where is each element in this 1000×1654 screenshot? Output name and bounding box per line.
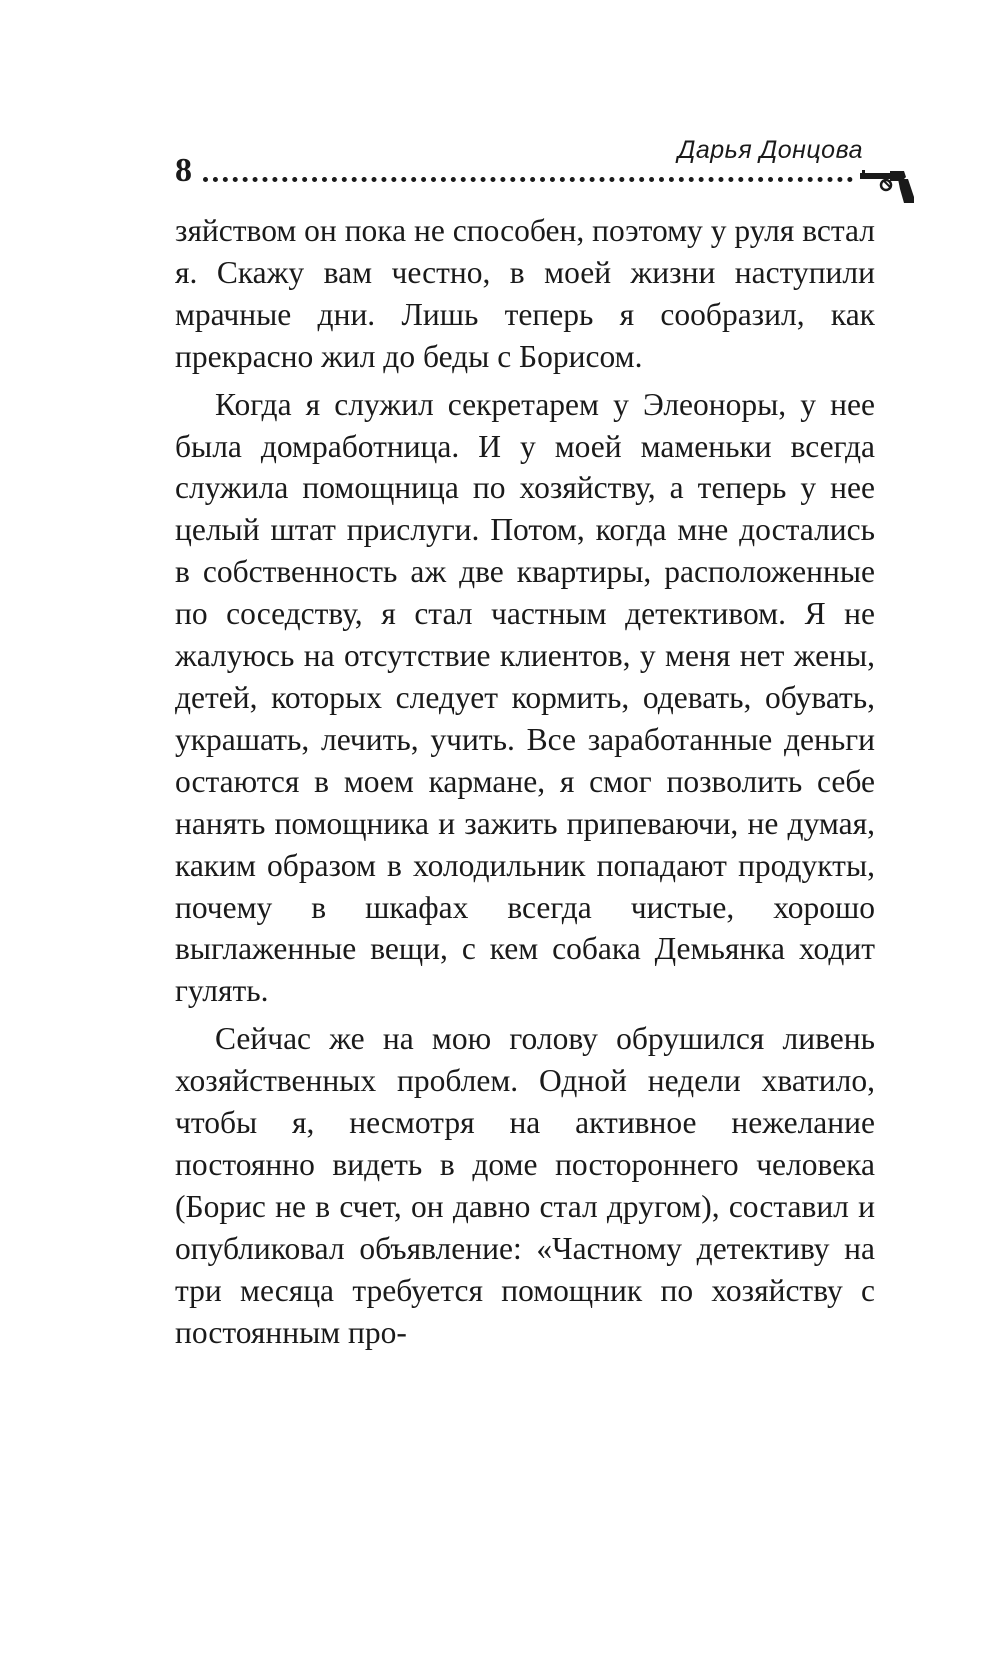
body-text xyxy=(175,210,875,1353)
revolver-icon xyxy=(860,167,915,207)
page-number: 8 xyxy=(175,152,192,189)
page-header xyxy=(175,135,915,215)
running-head-author: Дарья Донцова xyxy=(677,136,863,164)
paragraph: зяйством он пока не способен, поэтому у руля встал я. Скажу вам честно, в моей жизни наступили мрачные дни. Лишь теперь я сообразил, как прекрасно жил до беды с Борисом. xyxy=(175,213,875,374)
paragraph: Когда я служил секретарем у Элеоноры, у нее была домработница. И у моей маменьки всегда служила помощница по хозяйству, а теперь у нее целый штат прислуги. Потом, когда мне достались в собственность аж две квартиры, расположенные по соседству, я стал частным детективом. Я не жалуюсь на отсутствие клиентов, у меня нет жены, детей, которых следует кормить, одевать, обувать, украшать, лечить, учить. Все заработанные деньги остаются в моем кармане, я смог позволить себе нанять помощника и зажить припеваючи, не думая, каким образом в холодильник попадают продукты, почему в шкафах всегда чистые, хорошо выглаженные вещи, с кем собака Демьянка ходит гулять. xyxy=(175,386,875,1009)
paragraph: Сейчас же на мою голову обрушился ливень хозяйственных проблем. Одной недели хватило, чтобы я, несмотря на активное нежелание постоянно видеть в доме постороннего человека (Борис не в счет, он давно стал другом), составил и опубликовал объявление: «Частному детективу на три месяца требуется помощник по хозяйству с постоянным про- xyxy=(175,1021,875,1350)
dot-leader-divider xyxy=(203,177,853,182)
